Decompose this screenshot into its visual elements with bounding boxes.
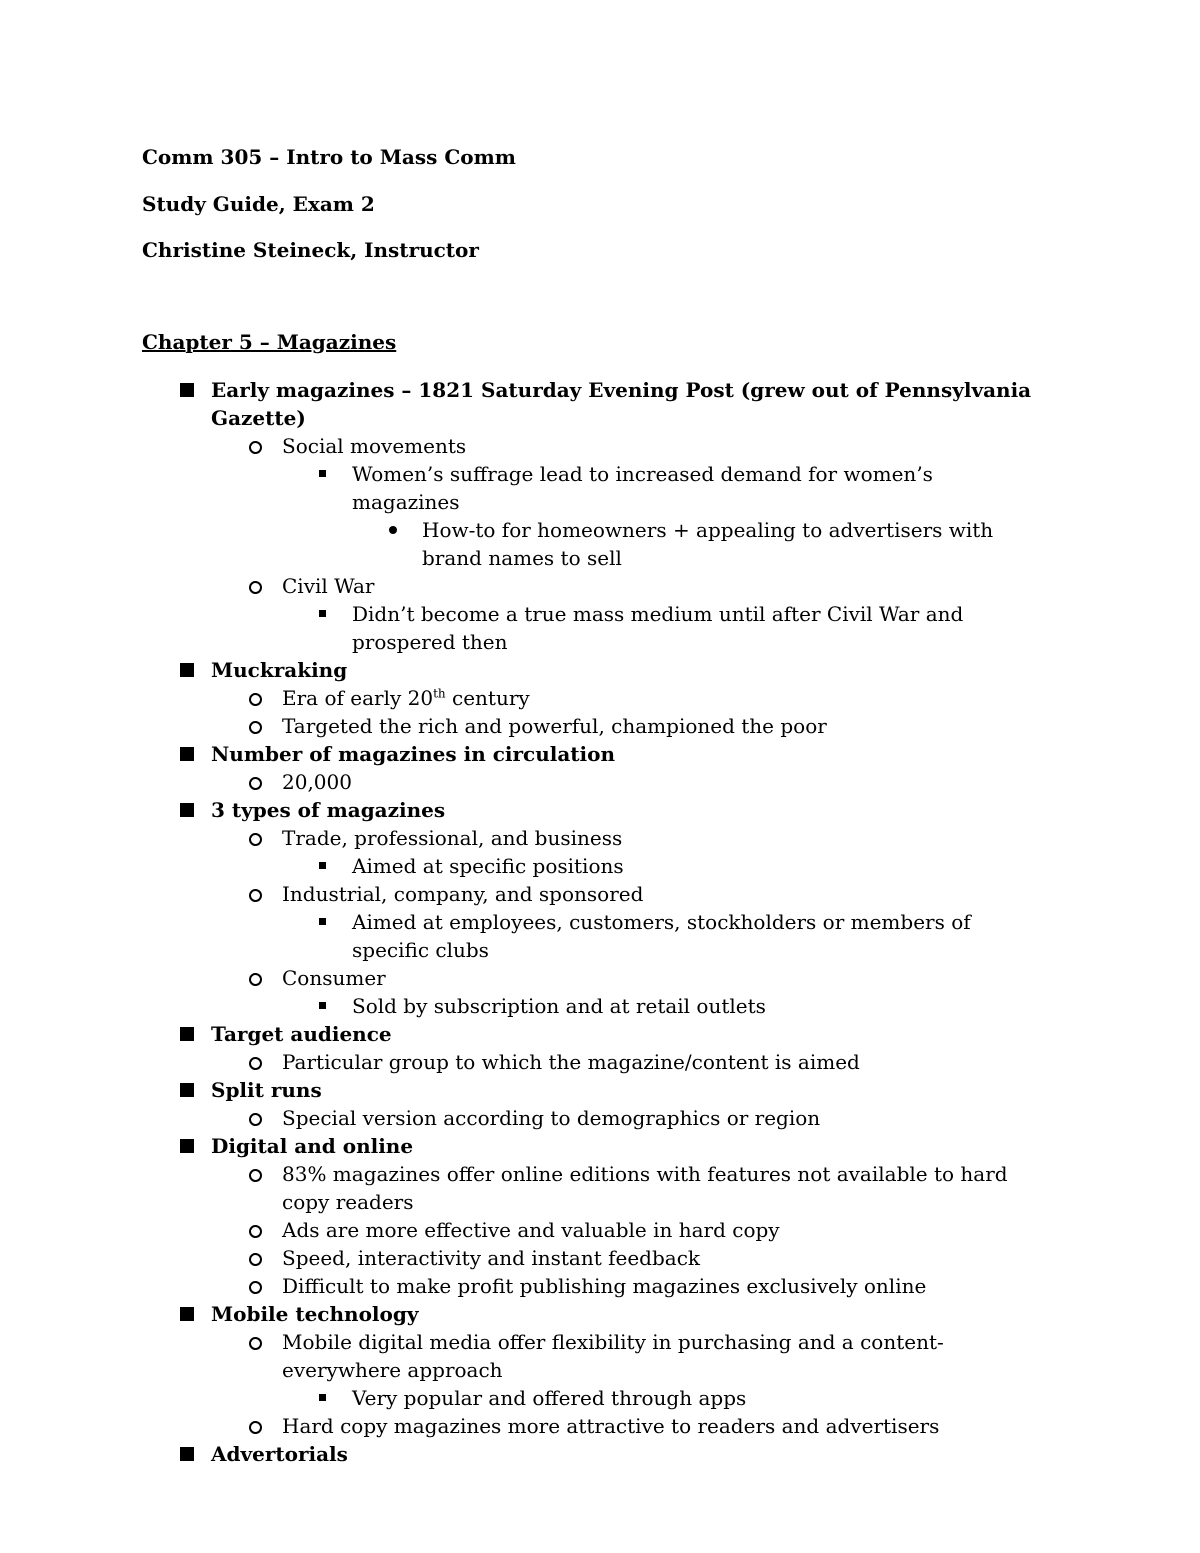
circle-bullet-icon — [249, 721, 262, 734]
small-square-bullet-icon — [319, 862, 326, 869]
outline-item-text: Special version according to demographics or region — [282, 1106, 821, 1130]
outline-item-level-2 — [0, 1328, 1030, 1384]
circle-bullet-icon — [249, 1113, 262, 1126]
outline-item-level-1 — [0, 796, 1060, 824]
outline-item-text: Early magazines – 1821 Saturday Evening Post (grew out of Pennsylvania Gazette) — [211, 378, 1032, 430]
outline-item-level-2 — [0, 1216, 1030, 1244]
outline-item-level-2 — [0, 1160, 1030, 1216]
outline-item-level-2 — [0, 964, 1030, 992]
outline-item-level-1 — [0, 376, 1060, 432]
outline-item-text: Aimed at employees, customers, stockholders or members of specific clubs — [352, 910, 971, 962]
outline-item-level-3 — [0, 1384, 1030, 1412]
outline-item-level-1 — [0, 656, 1060, 684]
outline-item-level-2 — [0, 712, 1030, 740]
outline-item-level-2 — [0, 684, 1030, 712]
outline-item-text: Mobile digital media offer flexibility in purchasing and a content-everywhere approach — [282, 1330, 944, 1382]
square-bullet-icon — [180, 1447, 194, 1461]
outline-item-text: Sold by subscription and at retail outlets — [352, 994, 766, 1018]
small-square-bullet-icon — [319, 470, 326, 477]
outline-item-level-3 — [0, 852, 1030, 880]
outline-item-text: Digital and online — [211, 1134, 414, 1158]
circle-bullet-icon — [249, 1057, 262, 1070]
outline-item-text: Number of magazines in circulation — [211, 742, 616, 766]
outline-item-text: Speed, interactivity and instant feedback — [282, 1246, 701, 1270]
circle-bullet-icon — [249, 889, 262, 902]
circle-bullet-icon — [249, 1421, 262, 1434]
square-bullet-icon — [180, 383, 194, 397]
outline-item-text: 3 types of magazines — [211, 798, 446, 822]
outline-item-level-3 — [0, 460, 1030, 516]
outline-item-level-2 — [0, 1104, 1030, 1132]
outline-item-level-1 — [0, 1132, 1060, 1160]
outline-item-text: 20,000 — [282, 770, 352, 794]
square-bullet-icon — [180, 1027, 194, 1041]
outline-item-text: Aimed at specific positions — [352, 854, 624, 878]
outline-item-level-3 — [0, 908, 1030, 964]
circle-bullet-icon — [249, 1281, 262, 1294]
outline-item-text-after: century — [445, 686, 530, 710]
small-square-bullet-icon — [319, 1394, 326, 1401]
outline-item-level-1 — [0, 1300, 1060, 1328]
circle-bullet-icon — [249, 441, 262, 454]
outline-item-text: Advertorials — [211, 1442, 348, 1466]
outline-item-text: Era of early 20th century — [282, 686, 530, 710]
circle-bullet-icon — [249, 777, 262, 790]
square-bullet-icon — [180, 1083, 194, 1097]
outline-item-level-1 — [0, 1020, 1060, 1048]
outline-item-level-2 — [0, 1048, 1030, 1076]
chapter-heading: Chapter 5 – Magazines — [142, 330, 397, 354]
outline-item-text: Ads are more effective and valuable in hard copy — [282, 1218, 780, 1242]
outline-item-level-2 — [0, 1412, 1030, 1440]
outline-item-level-3 — [0, 600, 1030, 656]
outline-item-text: Difficult to make profit publishing magazines exclusively online — [282, 1274, 927, 1298]
outline-item-text: Targeted the rich and powerful, championed the poor — [282, 714, 827, 738]
outline-item-text: 83% magazines offer online editions with features not available to hard copy readers — [282, 1162, 1008, 1214]
small-square-bullet-icon — [319, 1002, 326, 1009]
outline-item-level-2 — [0, 824, 1030, 852]
square-bullet-icon — [180, 1139, 194, 1153]
outline-item-text: Very popular and offered through apps — [352, 1386, 747, 1410]
outline-item-text: Industrial, company, and sponsored — [282, 882, 644, 906]
circle-bullet-icon — [249, 1253, 262, 1266]
outline-item-level-2 — [0, 1272, 1030, 1300]
outline-list — [0, 376, 1200, 1468]
outline-item-text: Particular group to which the magazine/content is aimed — [282, 1050, 860, 1074]
outline-item-text: Women’s suffrage lead to increased demand for women’s magazines — [352, 462, 933, 514]
outline-item-level-4 — [0, 516, 1020, 572]
outline-item-level-2 — [0, 768, 1030, 796]
square-bullet-icon — [180, 1307, 194, 1321]
circle-bullet-icon — [249, 1169, 262, 1182]
outline-item-level-1 — [0, 1440, 1060, 1468]
outline-item-text: Didn’t become a true mass medium until after Civil War and prospered then — [352, 602, 964, 654]
outline-item-level-2 — [0, 572, 1030, 600]
small-square-bullet-icon — [319, 610, 326, 617]
course-title: Comm 305 – Intro to Mass Comm — [142, 145, 516, 169]
superscript: th — [433, 686, 446, 701]
outline-item-text: Muckraking — [211, 658, 348, 682]
outline-item-text: Civil War — [282, 574, 375, 598]
outline-item-text: Split runs — [211, 1078, 322, 1102]
outline-item-text: Mobile technology — [211, 1302, 419, 1326]
outline-item-level-1 — [0, 740, 1060, 768]
circle-bullet-icon — [249, 833, 262, 846]
circle-bullet-icon — [249, 1337, 262, 1350]
outline-item-level-2 — [0, 880, 1030, 908]
outline-item-level-1 — [0, 1076, 1060, 1104]
circle-bullet-icon — [249, 973, 262, 986]
outline-item-text: Trade, professional, and business — [282, 826, 623, 850]
outline-item-text: Target audience — [211, 1022, 392, 1046]
circle-bullet-icon — [249, 581, 262, 594]
guide-title: Study Guide, Exam 2 — [142, 192, 375, 216]
square-bullet-icon — [180, 803, 194, 817]
circle-bullet-icon — [249, 1225, 262, 1238]
outline-item-text: Hard copy magazines more attractive to readers and advertisers — [282, 1414, 940, 1438]
dot-bullet-icon — [389, 526, 397, 534]
outline-item-level-2 — [0, 1244, 1030, 1272]
circle-bullet-icon — [249, 693, 262, 706]
small-square-bullet-icon — [319, 918, 326, 925]
outline-item-level-3 — [0, 992, 1030, 1020]
outline-item-text: How-to for homeowners + appealing to advertisers with brand names to sell — [422, 518, 994, 570]
instructor-name: Christine Steineck, Instructor — [142, 238, 479, 262]
outline-item-level-2 — [0, 432, 1030, 460]
outline-item-text: Consumer — [282, 966, 386, 990]
outline-item-text: Social movements — [282, 434, 467, 458]
square-bullet-icon — [180, 663, 194, 677]
square-bullet-icon — [180, 747, 194, 761]
